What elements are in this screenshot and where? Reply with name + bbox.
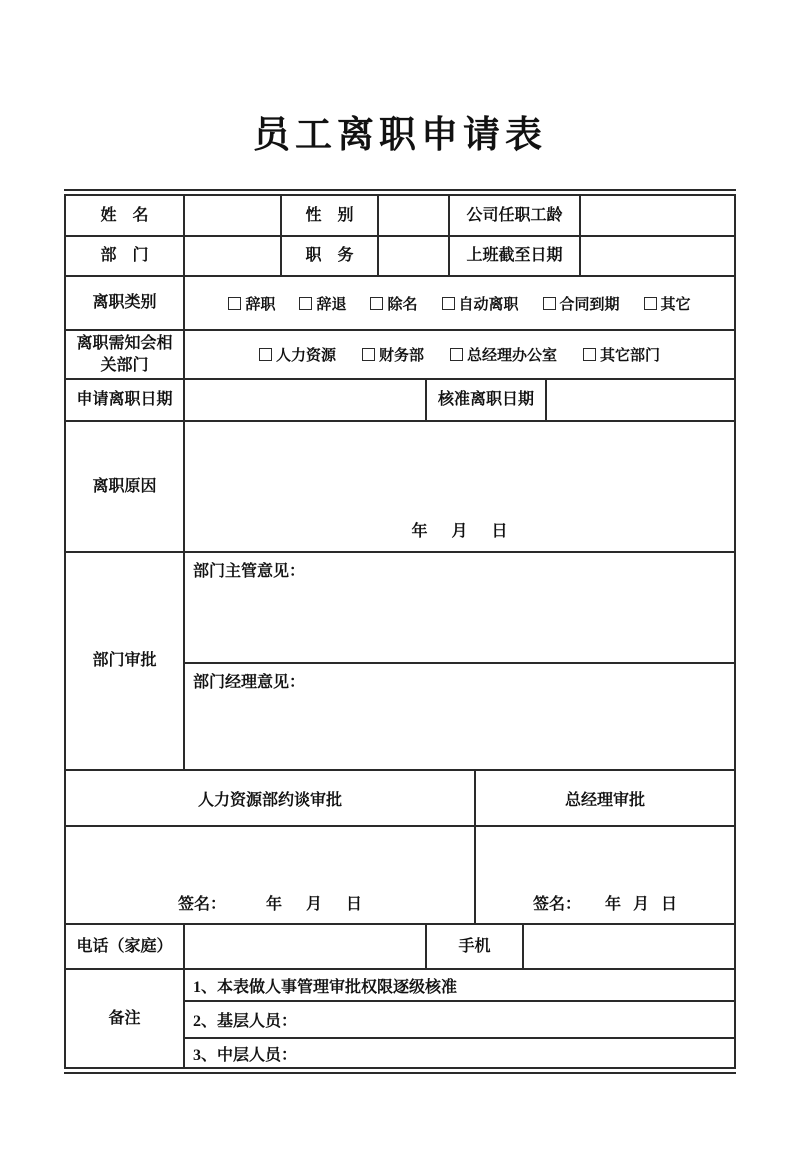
supervisor-opinion-cell[interactable] xyxy=(184,552,735,663)
name-label: 姓 名 xyxy=(65,195,184,236)
apply-date-label: 申请离职日期 xyxy=(65,379,184,421)
hr-signature-cell[interactable] xyxy=(65,826,475,924)
position-label: 职 务 xyxy=(281,236,378,276)
notify-dept-option: 人力资源 xyxy=(259,344,336,365)
dept-approval-label: 部门审批 xyxy=(65,552,184,770)
leave-type-option: 自动离职 xyxy=(442,293,519,314)
name-value-cell[interactable] xyxy=(184,195,281,236)
department-label: 部 门 xyxy=(65,236,184,276)
remark-line-2: 2、基层人员： xyxy=(184,1001,735,1038)
remark-line-3: 3、中层人员： xyxy=(184,1038,735,1068)
supervisor-opinion-label: 部门主管意见： xyxy=(193,563,306,581)
reason-date-line: 年 月 日 xyxy=(411,523,508,541)
checkbox-icon[interactable] xyxy=(228,297,241,310)
leave-type-option: 合同到期 xyxy=(543,293,620,314)
notify-dept-option: 财务部 xyxy=(362,344,424,365)
reason-value-cell[interactable] xyxy=(184,421,735,552)
checkbox-icon[interactable] xyxy=(583,348,596,361)
leave-type-options-cell xyxy=(184,276,735,330)
leave-type-option: 辞职 xyxy=(228,293,275,314)
remark-line-1: 1、本表做人事管理审批权限逐级核准 xyxy=(184,969,735,1001)
notify-dept-option: 总经理办公室 xyxy=(450,344,557,365)
last-day-label: 上班截至日期 xyxy=(449,236,580,276)
home-phone-label: 电话（家庭） xyxy=(65,924,184,969)
tenure-label: 公司任职工龄 xyxy=(449,195,580,236)
notify-depts-label: 离职需知会相关部门 xyxy=(65,330,184,379)
checkbox-icon[interactable] xyxy=(370,297,383,310)
manager-opinion-cell[interactable] xyxy=(184,663,735,770)
gender-label: 性 别 xyxy=(281,195,378,236)
remarks-label: 备注 xyxy=(65,969,184,1068)
gm-approval-header: 总经理审批 xyxy=(475,770,735,826)
checkbox-icon[interactable] xyxy=(543,297,556,310)
position-value-cell[interactable] xyxy=(378,236,449,276)
checkbox-icon[interactable] xyxy=(259,348,272,361)
last-day-value-cell[interactable] xyxy=(580,236,735,276)
leave-type-option: 辞退 xyxy=(299,293,346,314)
notify-dept-option: 其它部门 xyxy=(583,344,660,365)
checkbox-icon[interactable] xyxy=(362,348,375,361)
form-title: 员工离职申请表 xyxy=(253,115,547,156)
mobile-label: 手机 xyxy=(426,924,523,969)
gender-value-cell[interactable] xyxy=(378,195,449,236)
reason-label: 离职原因 xyxy=(65,421,184,552)
leave-type-label: 离职类别 xyxy=(65,276,184,330)
department-value-cell[interactable] xyxy=(184,236,281,276)
notify-depts-options-cell xyxy=(184,330,735,379)
hr-approval-header: 人力资源部约谈审批 xyxy=(65,770,475,826)
home-phone-value-cell[interactable] xyxy=(184,924,426,969)
approve-date-label: 核准离职日期 xyxy=(426,379,546,421)
leave-type-option: 其它 xyxy=(644,293,691,314)
checkbox-icon[interactable] xyxy=(450,348,463,361)
checkbox-icon[interactable] xyxy=(299,297,312,310)
approve-date-value-cell[interactable] xyxy=(546,379,735,421)
checkbox-icon[interactable] xyxy=(644,297,657,310)
checkbox-icon[interactable] xyxy=(442,297,455,310)
manager-opinion-label: 部门经理意见： xyxy=(193,674,306,692)
apply-date-value-cell[interactable] xyxy=(184,379,426,421)
resignation-form-table xyxy=(64,189,736,1074)
leave-type-option: 除名 xyxy=(370,293,417,314)
gm-signature-line: 签名： 年 月 日 xyxy=(533,896,678,914)
tenure-value-cell[interactable] xyxy=(580,195,735,236)
gm-signature-cell[interactable] xyxy=(475,826,735,924)
mobile-value-cell[interactable] xyxy=(523,924,735,969)
hr-signature-line: 签名： 年 月 日 xyxy=(177,896,362,914)
